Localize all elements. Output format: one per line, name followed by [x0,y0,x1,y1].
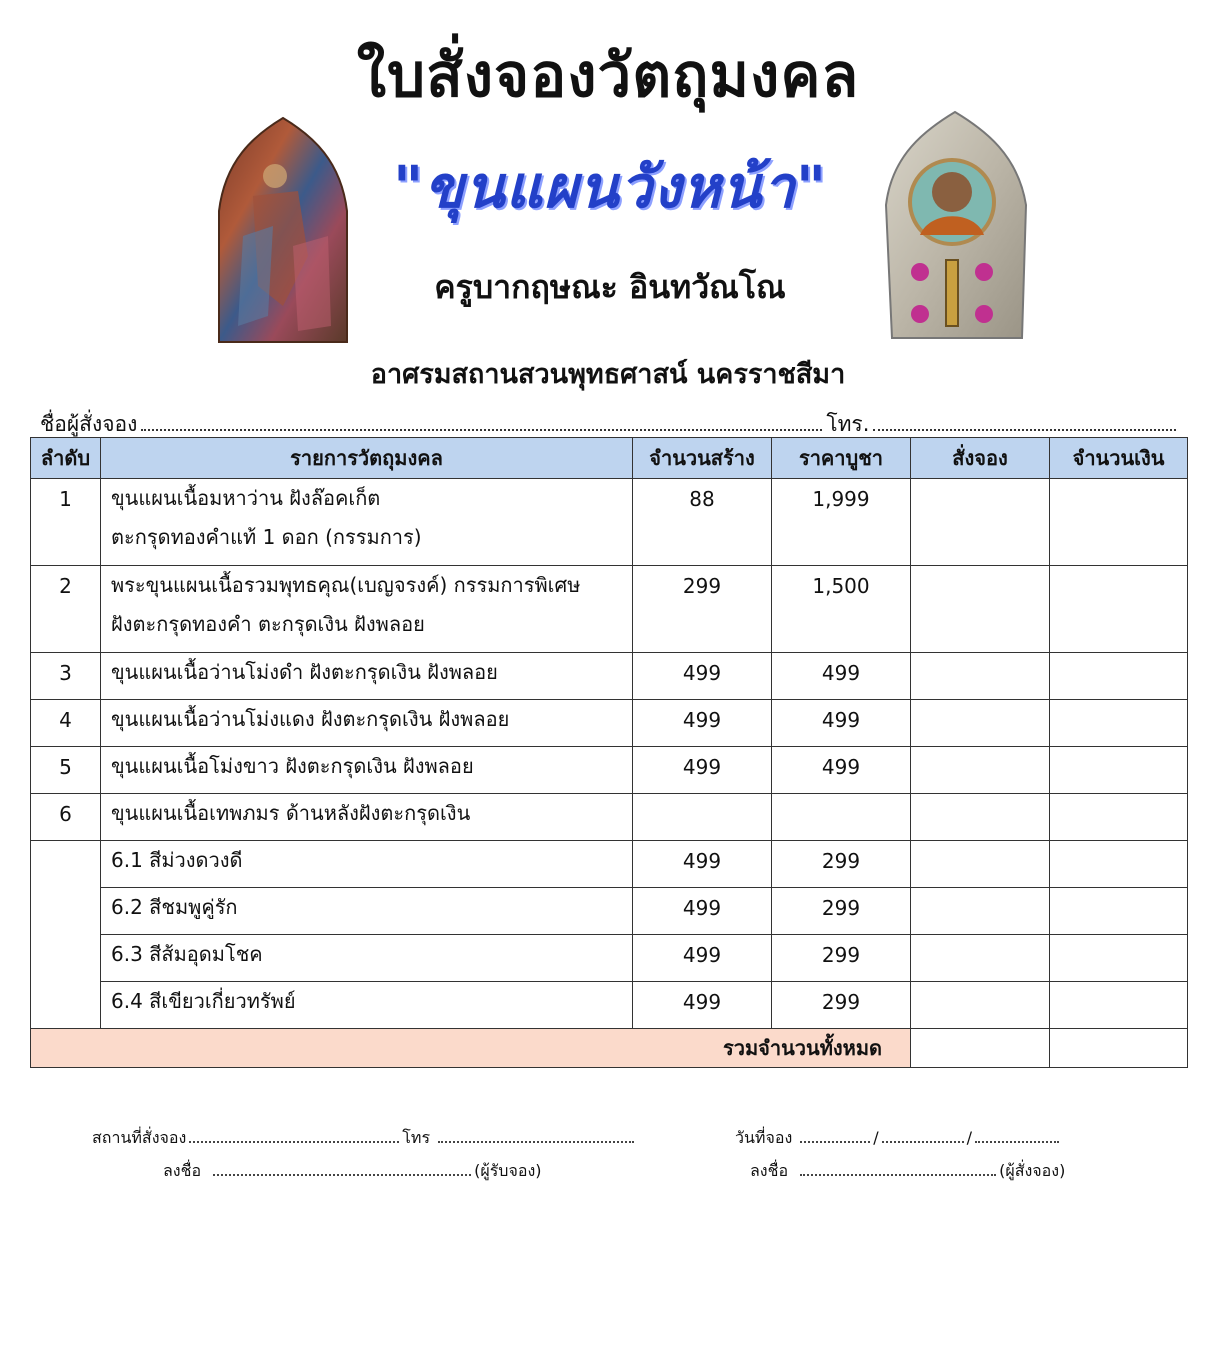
subrow-item: 6.2 สีชมพูคู่รัก [101,888,633,935]
subrow-price: 299 [772,935,911,982]
row-order-cell[interactable] [911,794,1050,841]
row-item-line1: ขุนแผนเนื้อมหาว่าน ฝังล๊อคเก็ต [111,486,381,510]
row-price: 1,500 [772,566,911,653]
order-date-label: วันที่จอง [735,1128,793,1147]
col-header-order: สั่งจอง [911,438,1050,479]
subrow-quantity: 499 [633,935,772,982]
table-subrow [31,935,1188,982]
table-row [31,653,1188,700]
orderer-name-label: ชื่อผู้สั่งจอง [40,412,138,436]
monk-name: ครูบากฤษณะ อินทวัณโณ [434,268,786,306]
total-row [31,1029,1188,1068]
row-amount-cell[interactable] [1050,747,1188,794]
row-price: 499 [772,747,911,794]
table-header-row [31,438,1188,479]
orderer-sign-label: ลงชื่อ [750,1161,789,1180]
row-item-line2: ตะกรุดทองคำแท้ 1 ดอก (กรรมการ) [111,525,422,549]
col-header-item: รายการวัตถุมงคล [101,438,633,479]
subrow-quantity: 499 [633,841,772,888]
subrow-order-cell[interactable] [911,982,1050,1029]
row-quantity: 499 [633,653,772,700]
row-price: 499 [772,653,911,700]
row-amount-cell[interactable] [1050,700,1188,747]
row-no: 4 [31,700,101,747]
row-item-line2: ฝังตะกรุดทองคำ ตะกรุดเงิน ฝังพลอย [111,612,425,636]
receiver-sign-label: ลงชื่อ [163,1161,202,1180]
row-no: 5 [31,747,101,794]
row-quantity: 499 [633,700,772,747]
row-order-cell[interactable] [911,566,1050,653]
subrow-amount-cell[interactable] [1050,888,1188,935]
subrow-order-cell[interactable] [911,888,1050,935]
row-item: ขุนแผนเนื้อโม่งขาว ฝังตะกรุดเงิน ฝังพลอย [101,747,633,794]
subrow-item: 6.4 สีเขียวเกี่ยวทรัพย์ [101,982,633,1029]
receiver-sign-line [163,1159,542,1184]
subrow-item: 6.1 สีม่วงดวงดี [101,841,633,888]
table-row [31,747,1188,794]
total-label: รวมจำนวนทั้งหมด [31,1029,911,1068]
subrow-quantity: 499 [633,888,772,935]
row-no: 3 [31,653,101,700]
table-row [31,794,1188,841]
row-quantity [633,794,772,841]
row-order-cell[interactable] [911,700,1050,747]
page-title: ใบสั่งจองวัตถุมงคล [356,41,860,111]
subrow-amount-cell[interactable] [1050,841,1188,888]
order-place-phone-label: โทร [402,1128,431,1147]
receiver-sign-field[interactable] [213,1160,471,1176]
receiver-label: (ผู้รับจอง) [474,1161,542,1180]
col-header-no: ลำดับ [31,438,101,479]
subrow-quantity: 499 [633,982,772,1029]
order-date-line [735,1126,1062,1151]
table-row [31,479,1188,566]
khun-phaen-amulet-white-image [880,110,1030,342]
amulet-series-title: "ขุนแผนวังหน้า" [392,153,828,221]
col-header-amount: จำนวนเงิน [1050,438,1188,479]
order-place-phone-field[interactable] [438,1127,634,1143]
row-order-cell[interactable] [911,479,1050,566]
orderer-sign-field[interactable] [800,1160,996,1176]
row-item [101,479,633,566]
table-subrow [31,841,1188,888]
orderer-name-field[interactable] [141,411,822,431]
order-place-field[interactable] [189,1127,399,1143]
table-subrow [31,888,1188,935]
row-item-line1: พระขุนแผนเนื้อรวมพุทธคุณ(เบญจรงค์) กรรมการพิเศษ [111,573,581,597]
subrow-price: 299 [772,982,911,1029]
row-item: ขุนแผนเนื้อว่านโม่งดำ ฝังตะกรุดเงิน ฝังพลอย [101,653,633,700]
col-header-price: ราคาบูชา [772,438,911,479]
subrow-amount-cell[interactable] [1050,982,1188,1029]
subrow-amount-cell[interactable] [1050,935,1188,982]
subrow-item: 6.3 สีส้มอุดมโชค [101,935,633,982]
orderer-label: (ผู้สั่งจอง) [999,1161,1066,1180]
order-place-line [92,1126,637,1151]
row-amount-cell[interactable] [1050,794,1188,841]
orderer-phone-label: โทร. [826,412,870,436]
table-subrow [31,982,1188,1029]
row-quantity: 88 [633,479,772,566]
row-amount-cell[interactable] [1050,566,1188,653]
row-no: 6 [31,794,101,841]
row-price: 499 [772,700,911,747]
order-date-year-field[interactable] [975,1127,1059,1143]
row-amount-cell[interactable] [1050,653,1188,700]
row-item [101,566,633,653]
date-separator: / [873,1128,879,1147]
order-place-label: สถานที่สั่งจอง [92,1128,187,1147]
table-row [31,566,1188,653]
order-date-month-field[interactable] [882,1127,964,1143]
orderer-phone-field[interactable] [873,411,1176,431]
order-date-day-field[interactable] [800,1127,870,1143]
order-table [30,437,1188,1068]
subrow-order-cell[interactable] [911,841,1050,888]
row-order-cell[interactable] [911,653,1050,700]
row-amount-cell[interactable] [1050,479,1188,566]
row-price [772,794,911,841]
row-order-cell[interactable] [911,747,1050,794]
row-no: 2 [31,566,101,653]
row-quantity: 299 [633,566,772,653]
orderer-sign-line [750,1159,1065,1184]
row-quantity: 499 [633,747,772,794]
row-item: ขุนแผนเนื้อว่านโม่งแดง ฝังตะกรุดเงิน ฝังพลอย [101,700,633,747]
total-amount-cell[interactable] [1050,1029,1188,1068]
subrow-price: 299 [772,888,911,935]
subrow-no-blank [31,841,101,1029]
row-price: 1,999 [772,479,911,566]
row-item: ขุนแผนเนื้อเทพภมร ด้านหลังฝังตะกรุดเงิน [101,794,633,841]
total-order-cell[interactable] [911,1029,1050,1068]
subrow-price: 299 [772,841,911,888]
temple-name: อาศรมสถานสวนพุทธศาสน์ นครราชสีมา [370,359,846,390]
date-separator: / [966,1128,973,1147]
subrow-order-cell[interactable] [911,935,1050,982]
row-no: 1 [31,479,101,566]
table-row [31,700,1188,747]
col-header-quantity-made: จำนวนสร้าง [633,438,772,479]
